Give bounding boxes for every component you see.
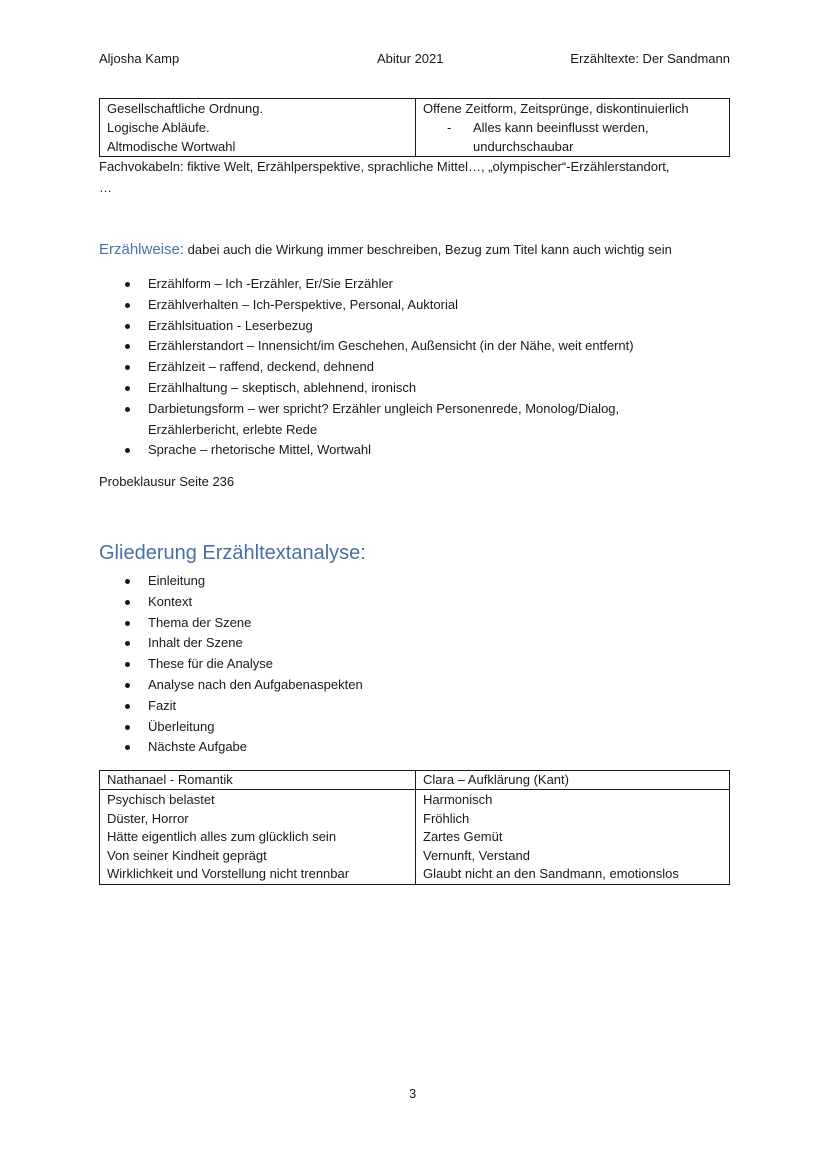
- probeklausur-note: Probeklausur Seite 236: [99, 474, 235, 489]
- comparison-table-top: [99, 98, 730, 157]
- nathanael-traits-cell: [100, 790, 416, 885]
- list-item: Fazit: [100, 696, 708, 717]
- character-comparison-table: [99, 770, 730, 885]
- cell-line: Gesellschaftliche Ordnung.: [107, 101, 264, 116]
- cell-line: undurchschaubar: [473, 139, 574, 154]
- erzaehlweise-list: [100, 274, 708, 461]
- list-item: These für die Analyse: [100, 654, 708, 675]
- trait-line: Wirklichkeit und Vorstellung nicht trennbar: [107, 866, 350, 882]
- section-keyword: Erzählweise:: [99, 241, 185, 258]
- vocab-line: …: [99, 180, 112, 195]
- dash-marker: -: [447, 120, 452, 135]
- cell-line: Alles kann beeinflusst werden,: [473, 120, 649, 135]
- vocab-line: Fachvokabeln: fiktive Welt, Erzählperspektive, sprachliche Mittel…, „olympischer“-Erzählerstandort,: [99, 159, 670, 174]
- header-topic: Erzähltexte: Der Sandmann: [570, 51, 730, 66]
- table-cell-left: [100, 99, 416, 157]
- cell-line: Altmodische Wortwahl: [107, 139, 236, 154]
- list-item: Nächste Aufgabe: [100, 737, 708, 758]
- list-item: Überleitung: [100, 717, 708, 738]
- trait-line: Zartes Gemüt: [423, 829, 503, 845]
- trait-line: Hätte eigentlich alles zum glücklich sein: [107, 829, 337, 845]
- list-item: Erzählerstandort – Innensicht/im Geschehen, Außensicht (in der Nähe, weit entfernt): [100, 336, 708, 357]
- trait-line: Glaubt nicht an den Sandmann, emotionslos: [423, 866, 679, 882]
- list-item: Erzählverhalten – Ich-Perspektive, Personal, Auktorial: [100, 295, 708, 316]
- header-center: Abitur 2021: [377, 51, 444, 66]
- cell-line: Logische Abläufe.: [107, 120, 210, 135]
- section-gliederung-heading: Gliederung Erzähltextanalyse:: [99, 542, 366, 564]
- page-number: 3: [409, 1086, 417, 1101]
- clara-traits-cell: [416, 790, 730, 885]
- column-header-clara: Clara – Aufklärung (Kant): [416, 771, 730, 790]
- trait-line: Düster, Horror: [107, 810, 189, 826]
- dash-list-item: [423, 118, 722, 156]
- header-author: Aljosha Kamp: [99, 51, 180, 66]
- trait-line: Vernunft, Verstand: [423, 847, 530, 863]
- list-item: Kontext: [100, 592, 708, 613]
- trait-line: Harmonisch: [423, 792, 493, 808]
- list-item: Analyse nach den Aufgabenaspekten: [100, 675, 708, 696]
- list-item: Einleitung: [100, 571, 708, 592]
- list-item: Inhalt der Szene: [100, 633, 708, 654]
- vocabulary-note: [99, 156, 739, 198]
- list-item: Sprache – rhetorische Mittel, Wortwahl: [100, 440, 708, 461]
- trait-line: Fröhlich: [423, 810, 470, 826]
- section-erzaehlweise-heading: [99, 241, 672, 258]
- list-item: Darbietungsform – wer spricht? Erzähler ungleich Personenrede, Monolog/Dialog, Erzählerbericht, erlebte Rede: [100, 399, 708, 441]
- gliederung-list: [100, 571, 708, 758]
- trait-line: Psychisch belastet: [107, 792, 215, 808]
- list-item: Erzählzeit – raffend, deckend, dehnend: [100, 357, 708, 378]
- cell-line: Offene Zeitform, Zeitsprünge, diskontinuierlich: [423, 101, 689, 116]
- table-cell-right: [416, 99, 730, 157]
- list-item: Erzählform – Ich -Erzähler, Er/Sie Erzähler: [100, 274, 708, 295]
- column-header-nathanael: Nathanael - Romantik: [100, 771, 416, 790]
- trait-line: Von seiner Kindheit geprägt: [107, 847, 267, 863]
- section-intro: dabei auch die Wirkung immer beschreiben, Bezug zum Titel kann auch wichtig sein: [187, 242, 672, 257]
- list-item: Erzählsituation - Leserbezug: [100, 316, 708, 337]
- list-item: Erzählhaltung – skeptisch, ablehnend, ironisch: [100, 378, 708, 399]
- list-item: Thema der Szene: [100, 613, 708, 634]
